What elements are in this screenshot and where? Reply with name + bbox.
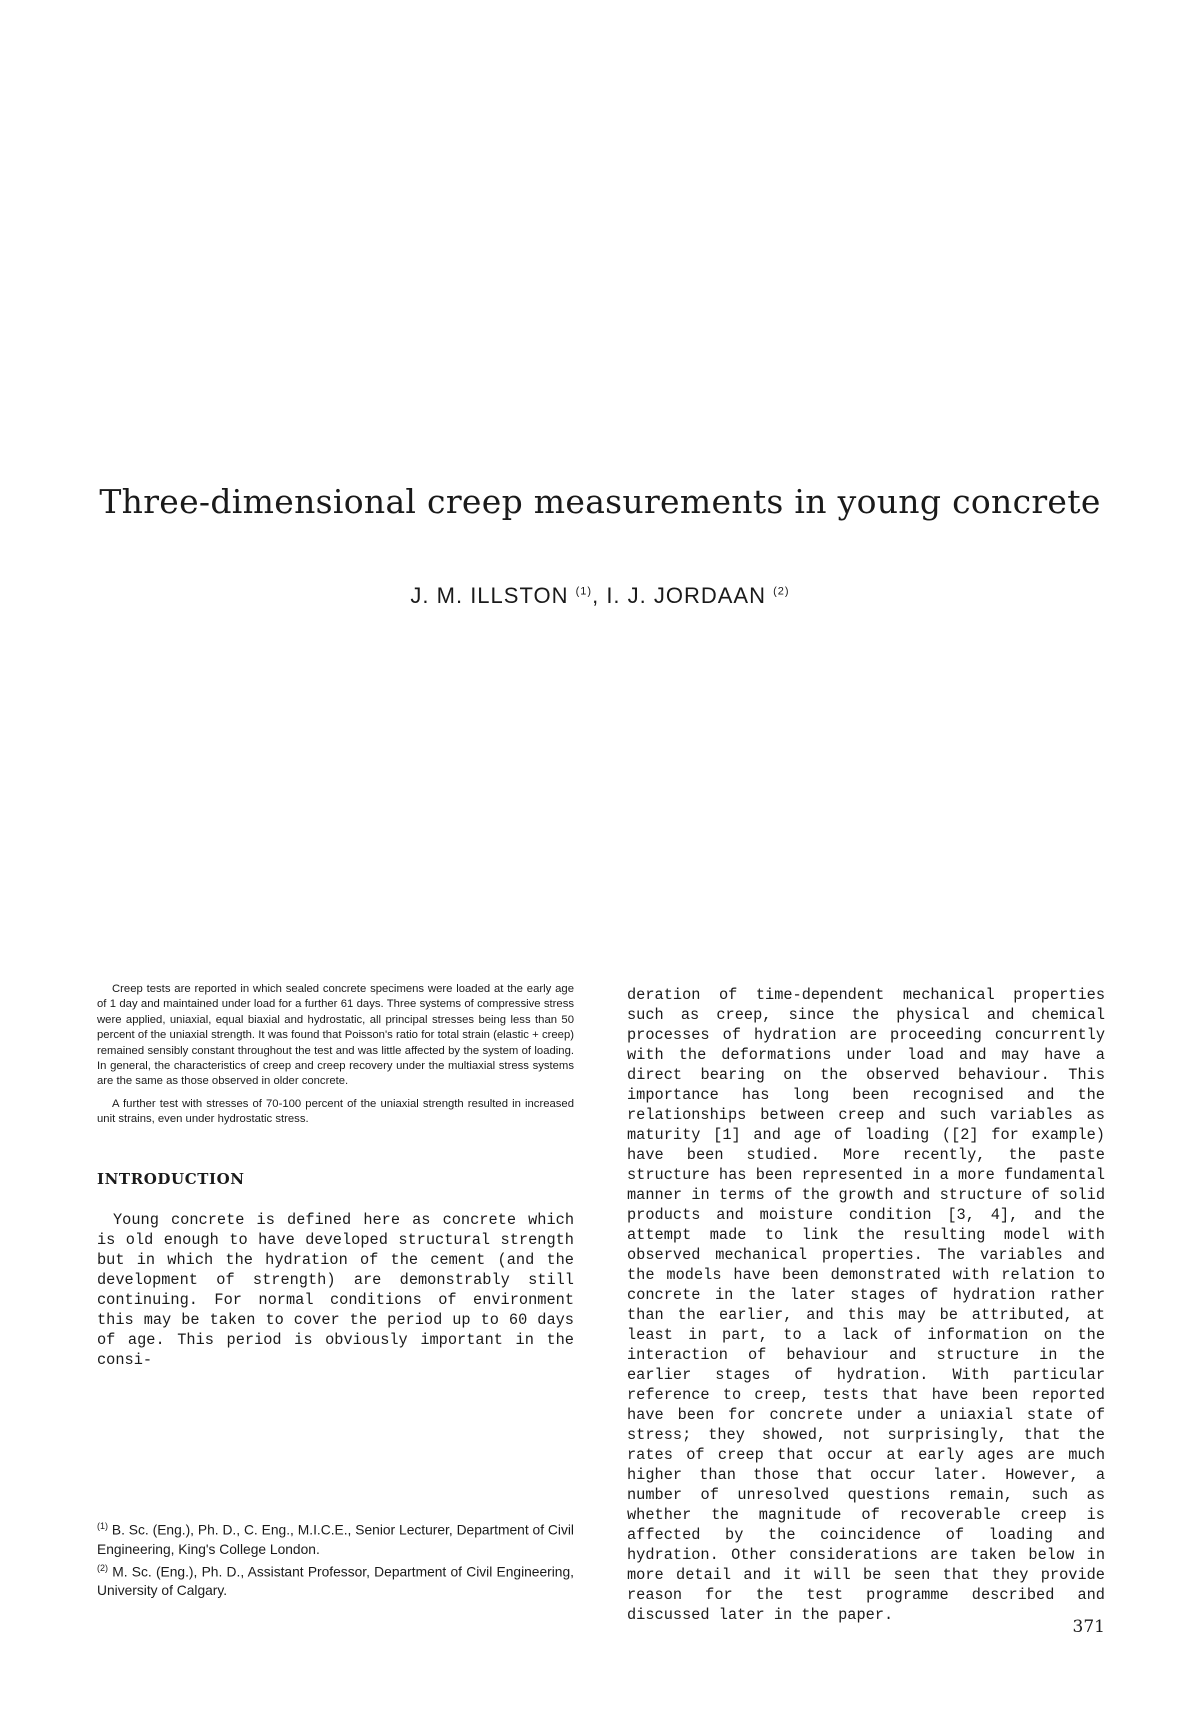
abstract [97, 982, 574, 1128]
footnote [97, 1559, 574, 1601]
body-paragraph: Young concrete is defined here as concrete which is old enough to have developed structural strength but in which the hydration of the cement (and the development of strength) are demonstrably still continuing. For normal conditions of environment this may be taken to cover the period up to 60 days of age. This period is obviously important in the consi- [97, 1210, 574, 1369]
left-column [97, 982, 574, 1370]
author-name: J. M. ILLSTON [410, 583, 569, 608]
author-name: I. J. JORDAAN [606, 583, 766, 608]
footnote-text: B. Sc. (Eng.), Ph. D., C. Eng., M.I.C.E., Senior Lecturer, Department of Civil Engineering, King's College London. [97, 1522, 574, 1557]
body-paragraph: deration of time-dependent mechanical properties such as creep, since the physical and chemical processes of hydration are proceeding concurrently with the deformations under load and may have a direct bearing on the observed behaviour. This importance has long been recognised and the relationships between creep and such variables as maturity [1] and age of loading ([2] for example) have been studied. More recently, the paste structure has been represented in a more fundamental manner in terms of the growth and structure of solid products and moisture condition [3, 4], and the attempt made to link the resulting model with observed mechanical properties. The variables and the models have been demonstrated with relation to concrete in the later stages of hydration rather than the earlier, and this may be attributed, at least in part, to a lack of information on the interaction of behaviour and structure in the earlier stages of hydration. With particular reference to creep, tests that have been reported have been for concrete under a uniaxial state of stress; they showed, not surprisingly, that the rates of creep that occur at early ages are much higher than those that occur later. However, a number of unresolved questions remain, such as whether the magnitude of recoverable creep is affected by the coincidence of loading and hydration. Other considerations are taken below in more detail and it will be seen that they provide reason for the test programme described and discussed later in the paper. [627, 986, 1105, 1624]
author-separator: , [592, 583, 607, 608]
author-line [80, 583, 1120, 609]
abstract-paragraph: A further test with stresses of 70-100 percent of the uniaxial strength resulted in increased unit strains, even under hydrostatic stress. [97, 1097, 574, 1126]
footnotes [97, 1517, 574, 1600]
footnote-text: M. Sc. (Eng.), Ph. D., Assistant Professor, Department of Civil Engineering, University of Calgary. [97, 1564, 574, 1599]
section-heading: INTRODUCTION [97, 1169, 245, 1188]
footnote-mark: (2) [97, 1562, 108, 1573]
footnote-mark: (1) [97, 1521, 108, 1531]
page-number: 371 [1072, 1617, 1105, 1637]
author-footnote-mark: (2) [773, 585, 790, 598]
paper-title: Three-dimensional creep measurements in young concrete [99, 482, 1101, 521]
abstract-paragraph: Creep tests are reported in which sealed concrete specimens were loaded at the early age of 1 day and maintained under load for a further 61 days. Three systems of compressive stress were applied, uniaxial, equal biaxial and hydrostatic, all principal stresses being less than 50 percent of the uniaxial strength. It was found that Poisson's ratio for total strain (elastic + creep) remained sensibly constant throughout the test and was little affected by the system of loading. In general, the characteristics of creep and creep recovery under the multiaxial stress systems are the same as those observed in older concrete. [97, 983, 574, 1088]
right-column [627, 985, 1105, 1625]
author-footnote-mark: (1) [575, 585, 593, 598]
footnote [97, 1517, 574, 1559]
